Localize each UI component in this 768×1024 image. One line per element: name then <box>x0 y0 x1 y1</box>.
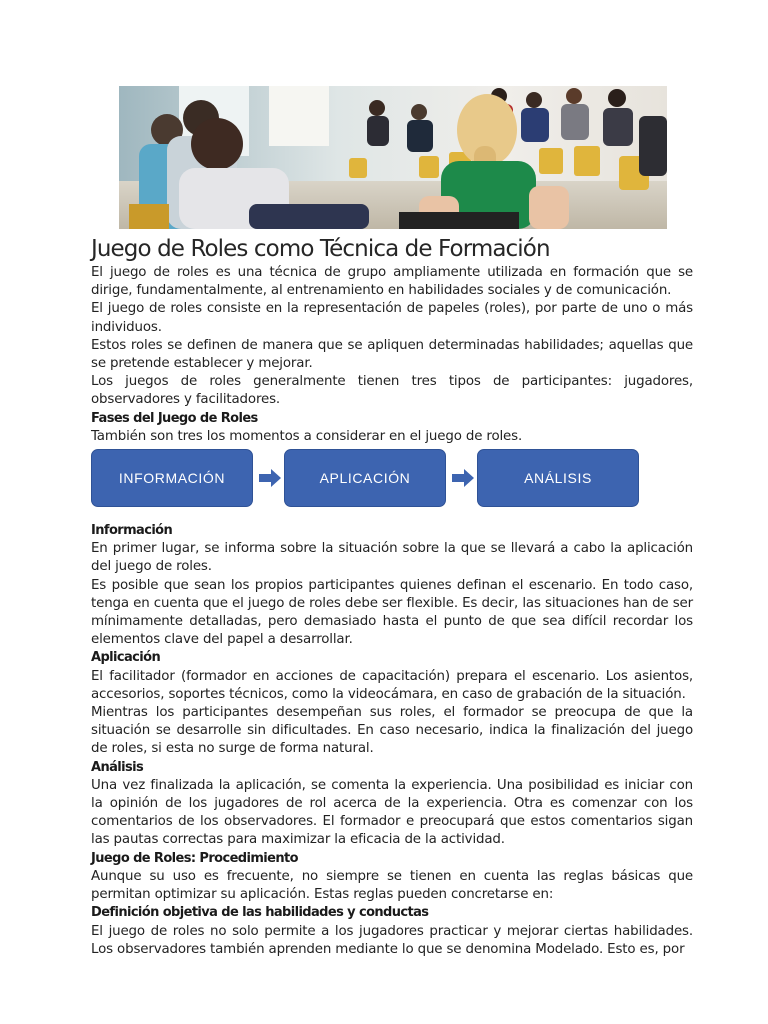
intro-paragraph: El juego de roles consiste en la representación de papeles (roles), por parte de uno o más individuos. <box>91 301 693 335</box>
definicion-paragraph: El juego de roles no solo permite a los jugadores practicar y mejorar ciertas habilidades. Los observadores también aprenden mediante lo que se denomina Modelado. Esto es, por <box>91 923 693 957</box>
intro-paragraph: Los juegos de roles generalmente tienen tres tipos de participantes: jugadores, observadores y facilitadores. <box>91 374 693 408</box>
phases-diagram <box>91 446 693 522</box>
section-heading-aplicacion: Aplicación <box>91 650 161 666</box>
phase-box-informacion: INFORMACIÓN <box>91 449 253 507</box>
intro-paragraph: El juego de roles es una técnica de grupo ampliamente utilizada en formación que se dirige, fundamentalmente, al entrenamiento en habilidades sociales y de comunicación. <box>91 265 693 299</box>
header-photo <box>119 86 667 229</box>
section-heading-analisis: Análisis <box>91 759 144 775</box>
aplicacion-paragraph: Mientras los participantes desempeñan sus roles, el formador se preocupa de que la situación se desarrolle sin dificultades. En caso necesario, indica la finalización del juego de roles, si esta no surge de forma natural. <box>91 705 693 757</box>
phase-box-analisis: ANÁLISIS <box>477 449 639 507</box>
intro-paragraph: Estos roles se definen de manera que se apliquen determinadas habilidades; aquellas que se pretende establecer y mejorar. <box>91 337 693 372</box>
informacion-paragraph: En primer lugar, se informa sobre la situación sobre la que se llevará a cabo la aplicación del juego de roles. <box>91 541 693 575</box>
procedimiento-paragraph: Aunque su uso es frecuente, no siempre se tienen en cuenta las reglas básicas que permitan optimizar su aplicación. Estas reglas pueden concretarse en: <box>91 868 693 903</box>
arrow-right-icon <box>452 469 474 487</box>
section-heading-definicion: Definición objetiva de las habilidades y conductas <box>91 905 429 921</box>
section-heading-fases: Fases del Juego de Roles <box>91 410 258 426</box>
section-heading-procedimiento: Juego de Roles: Procedimiento <box>91 850 298 866</box>
aplicacion-paragraph: El facilitador (formador en acciones de capacitación) prepara el escenario. Los asientos, accesorios, soportes técnicos, como la videocámara, en caso de grabación de la situación. <box>91 668 693 702</box>
arrow-right-icon <box>259 469 281 487</box>
document-body <box>91 264 693 959</box>
analisis-paragraph: Una vez finalizada la aplicación, se comenta la experiencia. Una posibilidad es iniciar con la opinión de los jugadores de rol acerca de la experiencia. Otra es comenzar con los comentarios de los observadores. El formador e preocupará que estos comentarios sigan las pautas correctas para maximizar la eficacia de la actividad. <box>91 777 693 848</box>
phase-box-aplicacion: APLICACIÓN <box>284 449 446 507</box>
fases-paragraph: También son tres los momentos a considerar en el juego de roles. <box>91 428 523 444</box>
section-heading-informacion: Información <box>91 523 173 539</box>
page-title: Juego de Roles como Técnica de Formación <box>91 236 550 262</box>
informacion-paragraph: Es posible que sean los propios participantes quienes definan el escenario. En todo caso, tenga en cuenta que el juego de roles debe ser flexible. Es decir, las situaciones han de ser mínimamente detalladas, pero demasiado hasta el punto de que sea difícil recordar los elementos clave del papel a desarrollar. <box>91 577 693 648</box>
